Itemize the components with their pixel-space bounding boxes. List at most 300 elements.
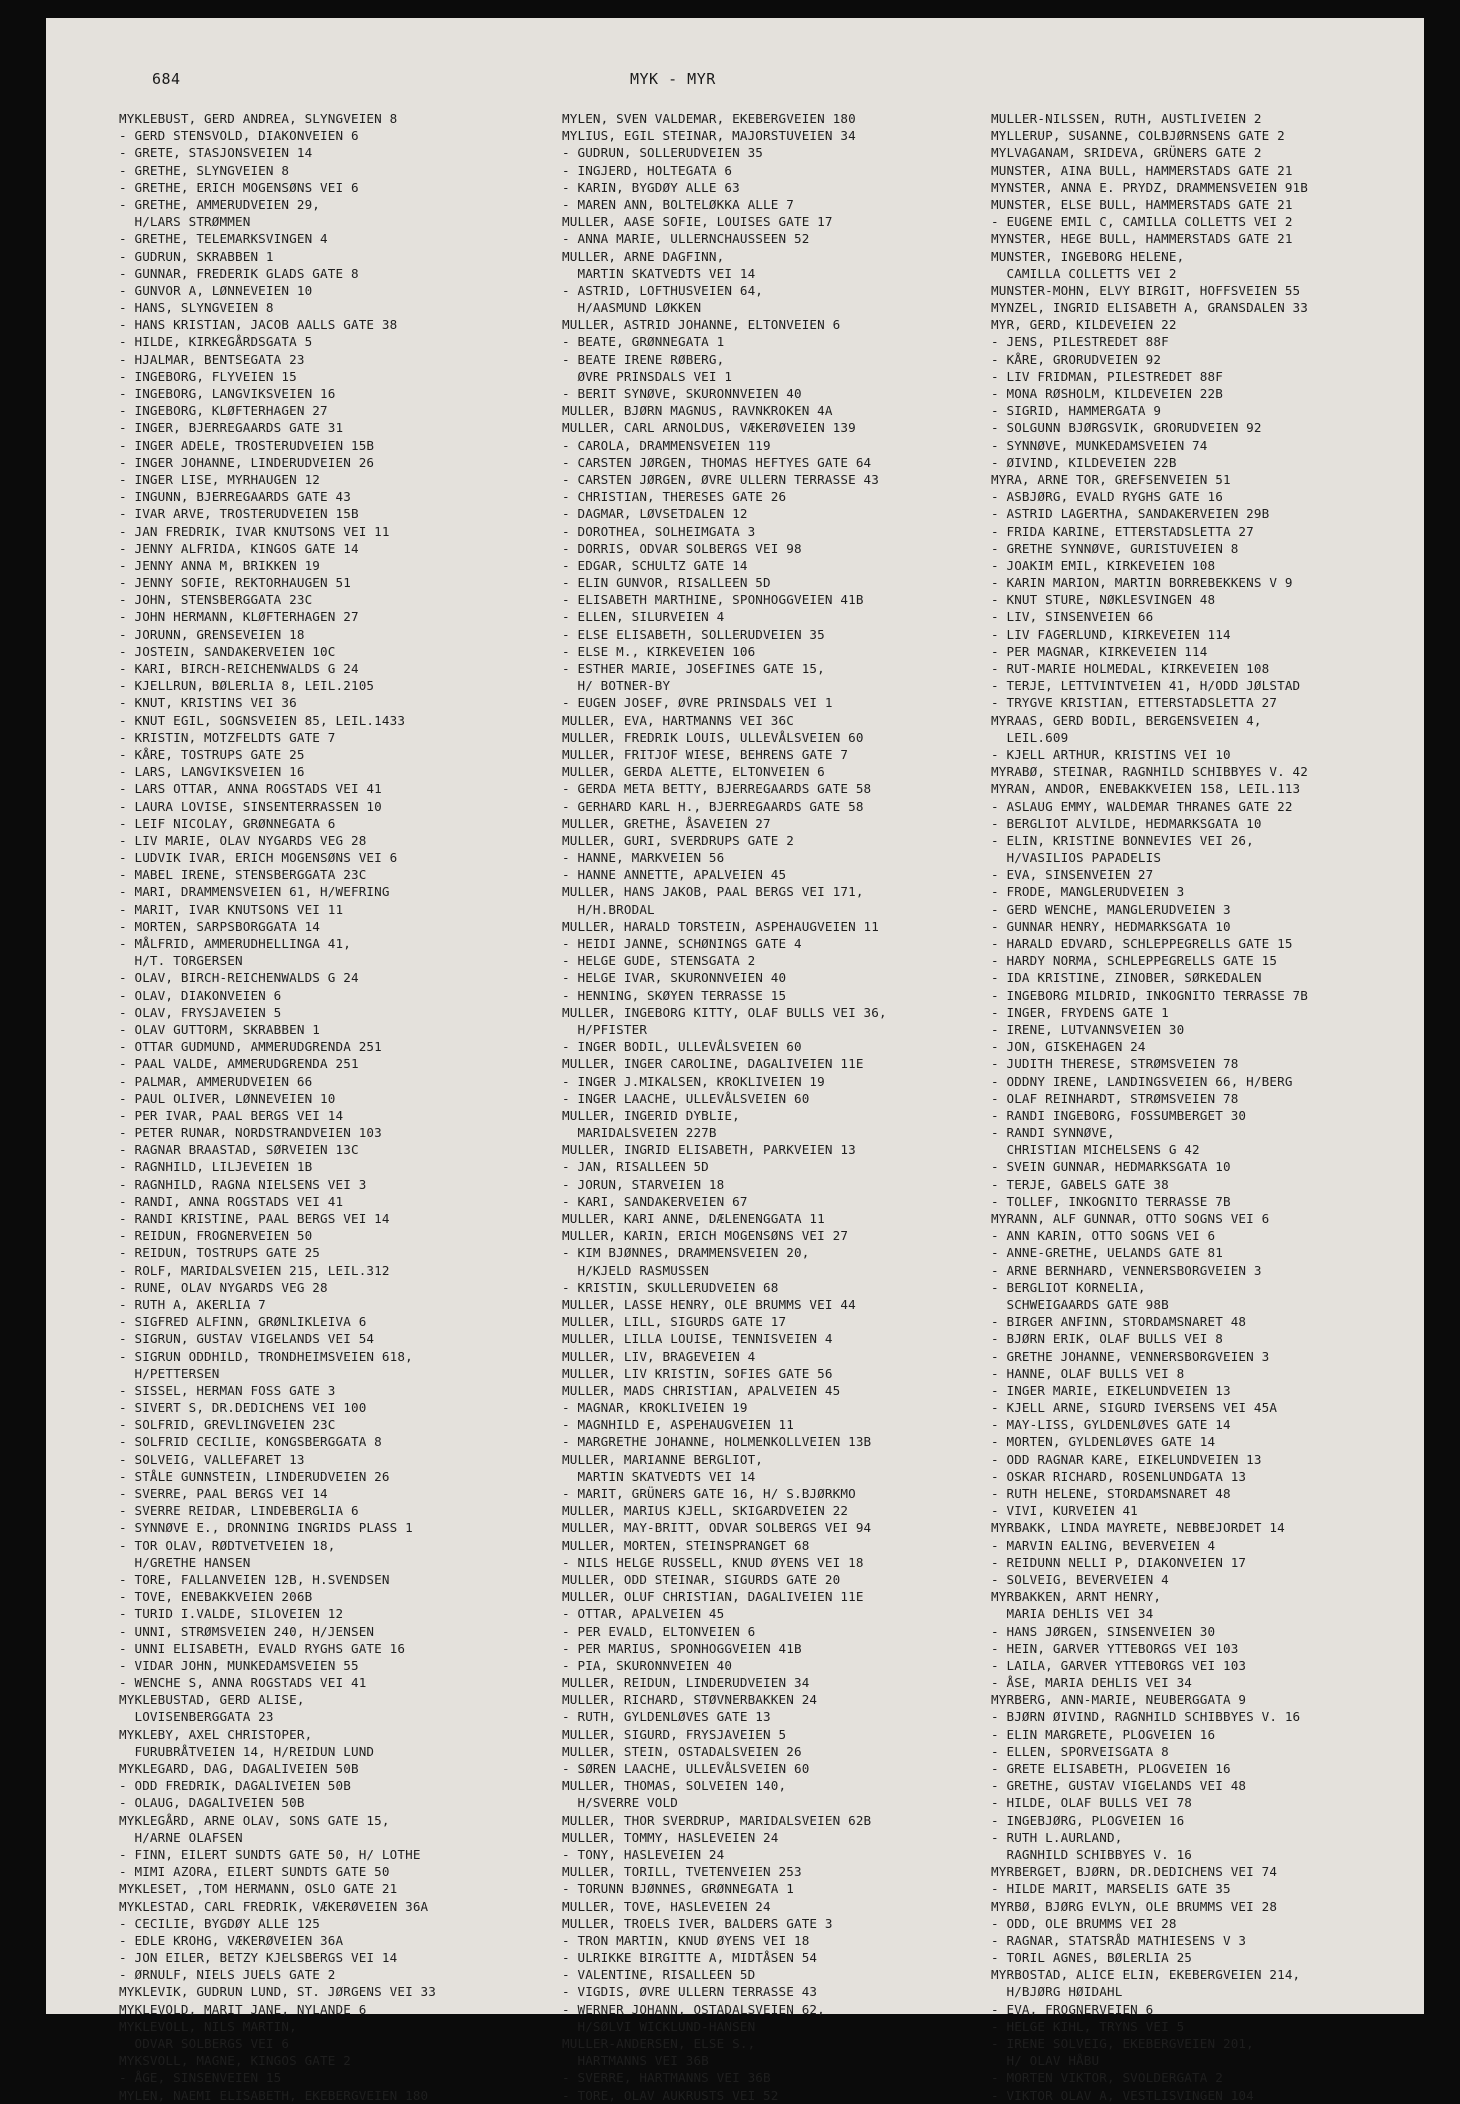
directory-entry: - KJELL ARTHUR, KRISTINS VEI 10: [991, 746, 1231, 762]
directory-entry: - REIDUN, TOSTRUPS GATE 25: [119, 1245, 321, 1261]
directory-entry: - WERNER JOHANN, OSTADALSVEIEN 62,: [562, 2001, 825, 2017]
directory-entry: MULLER, MAY-BRITT, ODVAR SOLBERGS VEI 94: [562, 1520, 872, 1536]
directory-entry: - RUTH L.AURLAND,: [991, 1829, 1123, 1845]
directory-entry: - GUDRUN, SOLLERUDVEIEN 35: [562, 145, 764, 161]
directory-entry: - GRETHE, SLYNGVEIEN 8: [119, 162, 290, 178]
black-edge-bar: [1424, 18, 1432, 2026]
directory-entry: - BIRGER ANFINN, STORDAMSNARET 48: [991, 1314, 1247, 1330]
directory-entry: MYKLEBY, AXEL CHRISTOPER,: [119, 1726, 313, 1742]
directory-entry: - JENNY SOFIE, REKTORHAUGEN 51: [119, 575, 351, 591]
directory-entry: MARTIN SKATVEDTS VEI 14: [562, 265, 756, 281]
directory-entry: - JOAKIM EMIL, KIRKEVEIEN 108: [991, 557, 1216, 573]
directory-entry: - RAGNHILD, RAGNA NIELSENS VEI 3: [119, 1176, 367, 1192]
directory-entry: - INGJERD, HOLTEGATA 6: [562, 162, 733, 178]
directory-entry: - MIMI AZORA, EILERT SUNDTS GATE 50: [119, 1864, 390, 1880]
directory-entry: - INGER J.MIKALSEN, KROKLIVEIEN 19: [562, 1073, 825, 1089]
directory-entry: ODVAR SOLBERGS VEI 6: [119, 2036, 290, 2051]
directory-entry: - ØRNULF, NIELS JUELS GATE 2: [119, 1967, 336, 1983]
directory-entry: - KNUT STURE, NØKLESVINGEN 48: [991, 592, 1216, 608]
directory-entry: - PETER RUNAR, NORDSTRANDVEIEN 103: [119, 1125, 382, 1141]
directory-entry: - ODD, OLE BRUMMS VEI 28: [991, 1915, 1177, 1931]
directory-entry: H/H.BRODAL: [562, 901, 655, 917]
directory-entry: - CHRISTIAN, THERESES GATE 26: [562, 489, 787, 505]
directory-entry: SCHWEIGAARDS GATE 98B: [991, 1296, 1169, 1312]
directory-entry: - INGER JOHANNE, LINDERUDVEIEN 26: [119, 454, 375, 470]
directory-entry: MULLER, ASTRID JOHANNE, ELTONVEIEN 6: [562, 317, 841, 333]
directory-entry: MULLER-NILSSEN, RUTH, AUSTLIVEIEN 2: [991, 111, 1262, 126]
page-number: 684: [152, 70, 181, 88]
directory-entry: - JUDITH THERESE, STRØMSVEIEN 78: [991, 1056, 1239, 1072]
directory-entry: - GRETHE, TELEMARKSVINGEN 4: [119, 231, 328, 247]
directory-entry: MULLER, FREDRIK LOUIS, ULLEVÅLSVEIEN 60: [562, 729, 864, 745]
directory-entry: - LARS OTTAR, ANNA ROGSTADS VEI 41: [119, 781, 382, 797]
directory-entry: - LAURA LOVISE, SINSENTERRASSEN 10: [119, 798, 382, 814]
directory-entry: MYRA, ARNE TOR, GREFSENVEIEN 51: [991, 471, 1231, 487]
directory-entry: MULLER, INGER CAROLINE, DAGALIVEIEN 11E: [562, 1056, 864, 1072]
directory-entry: - ODDNY IRENE, LANDINGSVEIEN 66, H/BERG: [991, 1073, 1293, 1089]
directory-entry: - PER EVALD, ELTONVEIEN 6: [562, 1623, 756, 1639]
directory-entry: - RAGNAR BRAASTAD, SØRVEIEN 13C: [119, 1142, 359, 1158]
directory-entry: - TORUNN BJØNNES, GRØNNEGATA 1: [562, 1881, 794, 1897]
directory-entry: - MARGRETHE JOHANNE, HOLMENKOLLVEIEN 13B: [562, 1434, 872, 1450]
directory-entry: - PER MARIUS, SPONHOGGVEIEN 41B: [562, 1640, 802, 1656]
directory-entry: H/PFISTER: [562, 1021, 648, 1037]
directory-entry: - OLAV GUTTORM, SKRABBEN 1: [119, 1021, 321, 1037]
directory-entry: - LARS, LANGVIKSVEIEN 16: [119, 764, 305, 780]
directory-entry: - KARIN, BYGDØY ALLE 63: [562, 179, 740, 195]
directory-entry: - REIDUNN NELLI P, DIAKONVEIEN 17: [991, 1554, 1247, 1570]
directory-entry: MULLER, KARI ANNE, DÆLENENGGATA 11: [562, 1211, 825, 1226]
directory-entry: - MARIT, IVAR KNUTSONS VEI 11: [119, 901, 344, 917]
directory-entry: H/KJELD RASMUSSEN: [562, 1262, 709, 1278]
directory-entry: - TOVE, ENEBAKKVEIEN 206B: [119, 1589, 313, 1605]
directory-entry: - OSKAR RICHARD, ROSENLUNDGATA 13: [991, 1468, 1247, 1484]
directory-entry: - KRISTIN, MOTZFELDTS GATE 7: [119, 729, 336, 745]
directory-entry: - HILDE, OLAF BULLS VEI 78: [991, 1795, 1193, 1811]
directory-entry: - ELIN, KRISTINE BONNEVIES VEI 26,: [991, 832, 1254, 848]
directory-entry: MYKSVOLL, MAGNE, KINGOS GATE 2: [119, 2053, 351, 2069]
directory-entry: MARTIN SKATVEDTS VEI 14: [562, 1468, 756, 1484]
directory-entry: - HELGE KIHL, TRYNS VEI 5: [991, 2018, 1185, 2034]
directory-entry: - INGEBORG, KLØFTERHAGEN 27: [119, 403, 328, 419]
directory-entry: - GUNNAR, FREDERIK GLADS GATE 8: [119, 265, 359, 281]
directory-entry: - MAGNAR, KROKLIVEIEN 19: [562, 1400, 748, 1416]
directory-entry: - SIGRUN, GUSTAV VIGELANDS VEI 54: [119, 1331, 375, 1347]
directory-entry: - UNNI, STRØMSVEIEN 240, H/JENSEN: [119, 1623, 375, 1639]
directory-entry: MYRANN, ALF GUNNAR, OTTO SOGNS VEI 6: [991, 1211, 1270, 1226]
directory-entry: - HENNING, SKØYEN TERRASSE 15: [562, 987, 787, 1003]
directory-entry: MULLER, MARIUS KJELL, SKIGARDVEIEN 22: [562, 1503, 849, 1519]
directory-entry: - RANDI, ANNA ROGSTADS VEI 41: [119, 1193, 344, 1209]
directory-entry: CAMILLA COLLETTS VEI 2: [991, 265, 1177, 281]
directory-entry: MUNSTER-MOHN, ELVY BIRGIT, HOFFSVEIEN 55: [991, 282, 1301, 298]
directory-entry: - BEATE IRENE RØBERG,: [562, 351, 725, 367]
directory-entry: - ÅGE, SINSENVEIEN 15: [119, 2070, 282, 2086]
directory-entry: - KJELLRUN, BØLERLIA 8, LEIL.2105: [119, 678, 375, 694]
directory-entry: - SVERRE, HARTMANNS VEI 36B: [562, 2070, 771, 2086]
directory-entry: H/VASILIOS PAPADELIS: [991, 850, 1162, 866]
directory-entry: - JON EILER, BETZY KJELSBERGS VEI 14: [119, 1950, 398, 1966]
directory-entry: - SOLVEIG, VALLEFARET 13: [119, 1451, 305, 1467]
directory-entry: - KIM BJØNNES, DRAMMENSVEIEN 20,: [562, 1245, 810, 1261]
directory-entry: - ULRIKKE BIRGITTE A, MIDTÅSEN 54: [562, 1950, 818, 1966]
directory-entry: - RUTH A, AKERLIA 7: [119, 1296, 266, 1312]
directory-entry: - ELIN GUNVOR, RISALLEEN 5D: [562, 575, 771, 591]
directory-entry: - INGEBJØRG, PLOGVEIEN 16: [991, 1812, 1185, 1828]
directory-entry: - TRON MARTIN, KNUD ØYENS VEI 18: [562, 1932, 810, 1948]
directory-entry: - KNUT, KRISTINS VEI 36: [119, 695, 297, 711]
directory-entry: - JOHN, STENSBERGGATA 23C: [119, 592, 313, 608]
directory-entry: - HANS, SLYNGVEIEN 8: [119, 300, 274, 316]
directory-entry: - INGER LISE, MYRHAUGEN 12: [119, 471, 321, 487]
directory-entry: MUNSTER, AINA BULL, HAMMERSTADS GATE 21: [991, 162, 1293, 178]
directory-entry: - ÅSE, MARIA DEHLIS VEI 34: [991, 1675, 1193, 1691]
directory-entry: MYKLEVIK, GUDRUN LUND, ST. JØRGENS VEI 33: [119, 1984, 437, 2000]
directory-entry: - GRETHE, ERICH MOGENSØNS VEI 6: [119, 179, 359, 195]
directory-entry: - JENNY ANNA M, BRIKKEN 19: [119, 557, 321, 573]
directory-entry: - GRETHE JOHANNE, VENNERSBORGVEIEN 3: [991, 1348, 1270, 1364]
directory-entry: - OLAV, FRYSJAVEIEN 5: [119, 1004, 282, 1020]
directory-entry: - ESTHER MARIE, JOSEFINES GATE 15,: [562, 661, 825, 676]
directory-entry: RAGNHILD SCHIBBYES V. 16: [991, 1846, 1193, 1862]
directory-entry: - MARVIN EALING, BEVERVEIEN 4: [991, 1537, 1216, 1553]
directory-entry: - DORRIS, ODVAR SOLBERGS VEI 98: [562, 540, 802, 556]
directory-entry: - TOR OLAV, RØDTVETVEIEN 18,: [119, 1537, 336, 1553]
directory-entry: H/T. TORGERSEN: [119, 953, 243, 969]
directory-entry: HARTMANNS VEI 36B: [562, 2053, 709, 2069]
directory-entry: - SISSEL, HERMAN FOSS GATE 3: [119, 1382, 336, 1398]
directory-entry: MARIA DEHLIS VEI 34: [991, 1606, 1154, 1622]
directory-entry: - BERGLIOT KORNELIA,: [991, 1279, 1146, 1295]
directory-entry: - HELGE IVAR, SKURONNVEIEN 40: [562, 970, 787, 986]
directory-entry: - INGUNN, BJERREGAARDS GATE 43: [119, 489, 351, 505]
directory-entry: H/SØLVI WICKLUND-HANSEN: [562, 2018, 756, 2034]
directory-entry: - LUDVIK IVAR, ERICH MOGENSØNS VEI 6: [119, 850, 398, 866]
directory-entry: - JAN FREDRIK, IVAR KNUTSONS VEI 11: [119, 523, 390, 539]
directory-entry: MULLER-ANDERSEN, ELSE S.,: [562, 2036, 756, 2051]
directory-entry: H/LARS STRØMMEN: [119, 214, 251, 230]
directory-entry: - JON, GISKEHAGEN 24: [991, 1039, 1146, 1055]
directory-entry: MULLER, TROELS IVER, BALDERS GATE 3: [562, 1915, 833, 1931]
directory-entry: MYKLESTAD, CARL FREDRIK, VÆKERØVEIEN 36A: [119, 1898, 429, 1914]
directory-entry: - KJELL ARNE, SIGURD IVERSENS VEI 45A: [991, 1400, 1278, 1416]
directory-entry: - LAILA, GARVER YTTEBORGS VEI 103: [991, 1657, 1247, 1673]
directory-entry: - ODD RAGNAR KARE, EIKELUNDVEIEN 13: [991, 1451, 1262, 1467]
directory-entry: - KÅRE, TOSTRUPS GATE 25: [119, 746, 305, 762]
directory-entry: - PER MAGNAR, KIRKEVEIEN 114: [991, 643, 1208, 659]
directory-entry: CHRISTIAN MICHELSENS G 42: [991, 1142, 1200, 1158]
directory-entry: - KÅRE, GRORUDVEIEN 92: [991, 351, 1162, 367]
directory-entry: - IRENE SOLVEIG, EKEBERGVEIEN 201,: [991, 2036, 1254, 2051]
directory-entry: - ASTRID, LOFTHUSVEIEN 64,: [562, 282, 764, 298]
directory-entry: - RUNE, OLAV NYGARDS VEG 28: [119, 1279, 328, 1295]
directory-entry: - INGEBORG, FLYVEIEN 15: [119, 368, 297, 384]
directory-entry: MYNSTER, HEGE BULL, HAMMERSTADS GATE 21: [991, 231, 1293, 247]
directory-entry: - MORTEN VIKTOR, SVOLDERGATA 2: [991, 2070, 1223, 2086]
directory-entry: - GRETHE, AMMERUDVEIEN 29,: [119, 196, 321, 212]
directory-entry: - TORE, FALLANVEIEN 12B, H.SVENDSEN: [119, 1571, 390, 1587]
directory-entry: - RANDI INGEBORG, FOSSUMBERGET 30: [991, 1107, 1247, 1123]
directory-entry: - KARIN MARION, MARTIN BORREBEKKENS V 9: [991, 575, 1293, 591]
directory-entry: - HJALMAR, BENTSEGATA 23: [119, 351, 305, 367]
directory-entry: - PIA, SKURONNVEIEN 40: [562, 1657, 733, 1673]
directory-entry: - RAGNAR, STATSRÅD MATHIESENS V 3: [991, 1932, 1247, 1948]
directory-entry: - PALMAR, AMMERUDVEIEN 66: [119, 1073, 313, 1089]
directory-entry: - PAAL VALDE, AMMERUDGRENDA 251: [119, 1056, 359, 1072]
directory-entry: MULLER, AASE SOFIE, LOUISES GATE 17: [562, 214, 833, 230]
directory-entry: MULLER, MARIANNE BERGLIOT,: [562, 1451, 764, 1467]
directory-entry: - MAY-LISS, GYLDENLØVES GATE 14: [991, 1417, 1231, 1433]
directory-entry: - SYNNØVE E., DRONNING INGRIDS PLASS 1: [119, 1520, 413, 1536]
directory-entry: - KARI, SANDAKERVEIEN 67: [562, 1193, 748, 1209]
directory-entry: MULLER, GERDA ALETTE, ELTONVEIEN 6: [562, 764, 825, 780]
directory-entry: MYKLEVOLD, MARIT JANE, NYLANDE 6: [119, 2001, 367, 2017]
directory-entry: - ANN KARIN, OTTO SOGNS VEI 6: [991, 1228, 1216, 1244]
directory-entry: - EDLE KROHG, VÆKERØVEIEN 36A: [119, 1932, 344, 1948]
directory-entry: MYRABØ, STEINAR, RAGNHILD SCHIBBYES V. 42: [991, 764, 1309, 780]
directory-entry: - SVEIN GUNNAR, HEDMARKSGATA 10: [991, 1159, 1231, 1175]
directory-entry: MULLER, REIDUN, LINDERUDVEIEN 34: [562, 1675, 810, 1691]
directory-entry: - LIV, SINSENVEIEN 66: [991, 609, 1154, 625]
directory-entry: H/ BOTNER-BY: [562, 678, 671, 694]
directory-entry: MULLER, INGRID ELISABETH, PARKVEIEN 13: [562, 1142, 856, 1158]
column-3: [991, 110, 1308, 2104]
directory-entry: - IDA KRISTINE, ZINOBER, SØRKEDALEN: [991, 970, 1262, 986]
directory-entry: MYNZEL, INGRID ELISABETH A, GRANSDALEN 33: [991, 300, 1309, 316]
directory-entry: - CARSTEN JØRGEN, THOMAS HEFTYES GATE 64: [562, 454, 872, 470]
directory-entry: - HILDE MARIT, MARSELIS GATE 35: [991, 1881, 1231, 1897]
directory-entry: - BERGLIOT ALVILDE, HEDMARKSGATA 10: [991, 815, 1262, 831]
directory-entry: - SYNNØVE, MUNKEDAMSVEIEN 74: [991, 437, 1208, 453]
directory-entry: - ELSE ELISABETH, SOLLERUDVEIEN 35: [562, 626, 825, 642]
directory-entry: - SØREN LAACHE, ULLEVÅLSVEIEN 60: [562, 1761, 810, 1776]
directory-entry: - EUGENE EMIL C, CAMILLA COLLETTS VEI 2: [991, 214, 1293, 230]
directory-entry: - OLAV, DIAKONVEIEN 6: [119, 987, 282, 1003]
directory-entry: MYLVAGANAM, SRIDEVA, GRÜNERS GATE 2: [991, 145, 1262, 161]
directory-entry: - IVAR ARVE, TROSTERUDVEIEN 15B: [119, 506, 359, 522]
directory-entry: MULLER, LIV, BRAGEVEIEN 4: [562, 1348, 756, 1364]
directory-entry: - ELLEN, SPORVEISGATA 8: [991, 1743, 1169, 1759]
directory-entry: - HANNE ANNETTE, APALVEIEN 45: [562, 867, 787, 883]
directory-entry: MULLER, GURI, SVERDRUPS GATE 2: [562, 832, 794, 848]
directory-entry: - SIVERT S, DR.DEDICHENS VEI 100: [119, 1400, 367, 1416]
directory-entry: - CARSTEN JØRGEN, ØVRE ULLERN TERRASSE 43: [562, 471, 880, 487]
directory-entry: - GERD STENSVOLD, DIAKONVEIEN 6: [119, 128, 359, 144]
directory-entry: - HILDE, KIRKEGÅRDSGATA 5: [119, 334, 313, 350]
directory-entry: - MÅLFRID, AMMERUDHELLINGA 41,: [119, 936, 351, 951]
directory-entry: - SVERRE, PAAL BERGS VEI 14: [119, 1486, 328, 1501]
directory-entry: - MORTEN, GYLDENLØVES GATE 14: [991, 1434, 1216, 1450]
directory-entry: MUNSTER, ELSE BULL, HAMMERSTADS GATE 21: [991, 196, 1293, 212]
directory-entry: - FRODE, MANGLERUDVEIEN 3: [991, 884, 1185, 900]
directory-entry: - GUDRUN, SKRABBEN 1: [119, 248, 274, 264]
directory-entry: - ELIN MARGRETE, PLOGVEIEN 16: [991, 1726, 1216, 1742]
directory-entry: - JAN, RISALLEEN 5D: [562, 1159, 709, 1175]
directory-entry: - ELLEN, SILURVEIEN 4: [562, 609, 725, 625]
directory-entry: - VIVI, KURVEIEN 41: [991, 1503, 1138, 1519]
directory-entry: - ASBJØRG, EVALD RYGHS GATE 16: [991, 489, 1223, 505]
directory-entry: MULLER, TORILL, TVETENVEIEN 253: [562, 1864, 802, 1880]
directory-entry: - INGEBORG MILDRID, INKOGNITO TERRASSE 7B: [991, 987, 1309, 1003]
directory-entry: - STÅLE GUNNSTEIN, LINDERUDVEIEN 26: [119, 1468, 390, 1484]
directory-entry: - SIGRID, HAMMERGATA 9: [991, 403, 1162, 419]
directory-entry: H/AASMUND LØKKEN: [562, 300, 702, 316]
directory-entry: MYRBAKKEN, ARNT HENRY,: [991, 1589, 1162, 1605]
directory-entry: - MARIT, GRÜNERS GATE 16, H/ S.BJØRKMO: [562, 1486, 856, 1501]
directory-entry: - INGER ADELE, TROSTERUDVEIEN 15B: [119, 437, 375, 453]
directory-entry: MYKLEGARD, DAG, DAGALIVEIEN 50B: [119, 1761, 359, 1776]
directory-entry: - GRETE, STASJONSVEIEN 14: [119, 145, 313, 161]
directory-entry: - BJØRN ØIVIND, RAGNHILD SCHIBBYES V. 16: [991, 1709, 1301, 1725]
directory-entry: - LIV FRIDMAN, PILESTREDET 88F: [991, 368, 1223, 384]
directory-entry: - EVA, SINSENVEIEN 27: [991, 867, 1154, 883]
directory-entry: MULLER, FRITJOF WIESE, BEHRENS GATE 7: [562, 746, 849, 762]
directory-entry: - DOROTHEA, SOLHEIMGATA 3: [562, 523, 756, 539]
directory-entry: - GRETHE SYNNØVE, GURISTUVEIEN 8: [991, 540, 1239, 556]
directory-entry: - INGEBORG, LANGVIKSVEIEN 16: [119, 386, 336, 401]
directory-entry: MULLER, OLUF CHRISTIAN, DAGALIVEIEN 11E: [562, 1589, 864, 1605]
directory-entry: - TORE, OLAV AUKRUSTS VEI 52: [562, 2087, 779, 2103]
directory-entry: - OTTAR GUDMUND, AMMERUDGRENDA 251: [119, 1039, 382, 1055]
directory-entry: - JORUNN, GRENSEVEIEN 18: [119, 626, 305, 642]
directory-entry: - FINN, EILERT SUNDTS GATE 50, H/ LOTHE: [119, 1846, 421, 1862]
directory-entry: - NILS HELGE RUSSELL, KNUD ØYENS VEI 18: [562, 1554, 864, 1570]
directory-entry: - JOSTEIN, SANDAKERVEIEN 10C: [119, 643, 336, 659]
directory-entry: - PER IVAR, PAAL BERGS VEI 14: [119, 1107, 344, 1123]
directory-entry: - OLAF REINHARDT, STRØMSVEIEN 78: [991, 1090, 1239, 1106]
directory-entry: H/BJØRG HØIDAHL: [991, 1984, 1123, 2000]
directory-entry: - LIV MARIE, OLAV NYGARDS VEG 28: [119, 832, 367, 848]
directory-entry: MULLER, ODD STEINAR, SIGURDS GATE 20: [562, 1571, 841, 1587]
directory-entry: MULLER, TOVE, HASLEVEIEN 24: [562, 1898, 771, 1914]
directory-entry: - INGER BODIL, ULLEVÅLSVEIEN 60: [562, 1039, 802, 1055]
directory-entry: MULLER, LIV KRISTIN, SOFIES GATE 56: [562, 1365, 833, 1381]
directory-entry: - TERJE, GABELS GATE 38: [991, 1176, 1169, 1192]
directory-entry: - GUNVOR A, LØNNEVEIEN 10: [119, 282, 313, 298]
directory-entry: - ELSE M., KIRKEVEIEN 106: [562, 643, 756, 659]
directory-entry: MYRAAS, GERD BODIL, BERGENSVEIEN 4,: [991, 712, 1262, 728]
directory-entry: - WENCHE S, ANNA ROGSTADS VEI 41: [119, 1675, 367, 1691]
directory-entry: H/ OLAV HÅBU: [991, 2053, 1100, 2069]
directory-entry: - RANDI KRISTINE, PAAL BERGS VEI 14: [119, 1211, 390, 1226]
directory-entry: - SOLVEIG, BEVERVEIEN 4: [991, 1571, 1169, 1587]
directory-entry: - KARI, BIRCH-REICHENWALDS G 24: [119, 661, 359, 676]
directory-entry: - BJØRN ERIK, OLAF BULLS VEI 8: [991, 1331, 1223, 1347]
directory-entry: - JENNY ALFRIDA, KINGOS GATE 14: [119, 540, 359, 556]
directory-entry: - PAUL OLIVER, LØNNEVEIEN 10: [119, 1090, 336, 1106]
directory-entry: MULLER, RICHARD, STØVNERBAKKEN 24: [562, 1692, 818, 1708]
directory-entry: - RANDI SYNNØVE,: [991, 1125, 1115, 1141]
directory-entry: - TRYGVE KRISTIAN, ETTERSTADSLETTA 27: [991, 695, 1278, 711]
directory-entry: - CAROLA, DRAMMENSVEIEN 119: [562, 437, 771, 453]
directory-entry: MYR, GERD, KILDEVEIEN 22: [991, 317, 1177, 333]
directory-entry: - TERJE, LETTVINTVEIEN 41, H/ODD JØLSTAD: [991, 678, 1301, 694]
directory-entry: H/ARNE OLAFSEN: [119, 1829, 243, 1845]
directory-entry: - HANS JØRGEN, SINSENVEIEN 30: [991, 1623, 1216, 1639]
directory-entry: MULLER, INGERID DYBLIE,: [562, 1107, 740, 1123]
directory-entry: MULLER, HANS JAKOB, PAAL BERGS VEI 171,: [562, 884, 864, 900]
directory-entry: - ODD FREDRIK, DAGALIVEIEN 50B: [119, 1778, 351, 1794]
directory-entry: - VIDAR JOHN, MUNKEDAMSVEIEN 55: [119, 1657, 359, 1673]
directory-entry: - UNNI ELISABETH, EVALD RYGHS GATE 16: [119, 1640, 406, 1656]
directory-entry: - HANS KRISTIAN, JACOB AALLS GATE 38: [119, 317, 398, 333]
directory-entry: - JORUN, STARVEIEN 18: [562, 1176, 725, 1192]
column-2: [562, 110, 887, 2104]
directory-entry: - MARI, DRAMMENSVEIEN 61, H/WEFRING: [119, 884, 390, 900]
directory-entry: - MABEL IRENE, STENSBERGGATA 23C: [119, 867, 367, 883]
directory-entry: MULLER, LILL, SIGURDS GATE 17: [562, 1314, 787, 1330]
directory-entry: - BERIT SYNØVE, SKURONNVEIEN 40: [562, 386, 802, 401]
directory-entry: - GRETE ELISABETH, PLOGVEIEN 16: [991, 1761, 1231, 1776]
directory-entry: - SIGRUN ODDHILD, TRONDHEIMSVEIEN 618,: [119, 1348, 413, 1364]
directory-entry: - INGER LAACHE, ULLEVÅLSVEIEN 60: [562, 1090, 810, 1106]
directory-entry: H/PETTERSEN: [119, 1365, 220, 1381]
directory-entry: MULLER, HARALD TORSTEIN, ASPEHAUGVEIEN 11: [562, 918, 880, 934]
directory-entry: - MAGNHILD E, ASPEHAUGVEIEN 11: [562, 1417, 794, 1433]
directory-entry: H/SVERRE VOLD: [562, 1795, 678, 1811]
directory-entry: MULLER, KARIN, ERICH MOGENSØNS VEI 27: [562, 1228, 849, 1244]
directory-entry: MULLER, INGEBORG KITTY, OLAF BULLS VEI 36,: [562, 1004, 887, 1020]
directory-entry: - GERDA META BETTY, BJERREGAARDS GATE 58: [562, 781, 872, 797]
directory-entry: - EDGAR, SCHULTZ GATE 14: [562, 557, 748, 573]
directory-entry: - MAREN ANN, BOLTELØKKA ALLE 7: [562, 196, 794, 212]
directory-entry: MULLER, ARNE DAGFINN,: [562, 248, 725, 264]
directory-entry: - JENS, PILESTREDET 88F: [991, 334, 1169, 350]
directory-entry: MYRBOSTAD, ALICE ELIN, EKEBERGVEIEN 214,: [991, 1967, 1301, 1983]
directory-entry: - SOLGUNN BJØRGSVIK, GRORUDVEIEN 92: [991, 420, 1262, 436]
directory-entry: - ARNE BERNHARD, VENNERSBORGVEIEN 3: [991, 1262, 1262, 1278]
directory-entry: H/GRETHE HANSEN: [119, 1554, 251, 1570]
directory-entry: MYKLEBUST, GERD ANDREA, SLYNGVEIEN 8: [119, 111, 398, 126]
directory-entry: MYNSTER, ANNA E. PRYDZ, DRAMMENSVEIEN 91B: [991, 179, 1309, 195]
directory-entry: MYKLEBUSTAD, GERD ALISE,: [119, 1692, 305, 1708]
directory-entry: MULLER, CARL ARNOLDUS, VÆKERØVEIEN 139: [562, 420, 856, 436]
directory-entry: - GERHARD KARL H., BJERREGAARDS GATE 58: [562, 798, 864, 814]
directory-entry: - LIV FAGERLUND, KIRKEVEIEN 114: [991, 626, 1231, 642]
directory-entry: - KNUT EGIL, SOGNSVEIEN 85, LEIL.1433: [119, 712, 406, 728]
directory-entry: MULLER, LASSE HENRY, OLE BRUMMS VEI 44: [562, 1296, 856, 1312]
directory-entry: - BEATE, GRØNNEGATA 1: [562, 334, 725, 350]
directory-entry: - SOLFRID, GREVLINGVEIEN 23C: [119, 1417, 336, 1433]
directory-entry: - ØIVIND, KILDEVEIEN 22B: [991, 454, 1177, 470]
directory-entry: - IRENE, LUTVANNSVEIEN 30: [991, 1021, 1185, 1037]
directory-entry: MULLER, LILLA LOUISE, TENNISVEIEN 4: [562, 1331, 833, 1347]
directory-entry: - MONA RØSHOLM, KILDEVEIEN 22B: [991, 386, 1223, 401]
directory-entry: MULLER, GRETHE, ÅSAVEIEN 27: [562, 815, 771, 831]
directory-entry: LEIL.609: [991, 729, 1069, 745]
directory-entry: - TOLLEF, INKOGNITO TERRASSE 7B: [991, 1193, 1231, 1209]
directory-entry: - TORIL AGNES, BØLERLIA 25: [991, 1950, 1193, 1966]
directory-entry: MUNSTER, INGEBORG HELENE,: [991, 248, 1185, 264]
black-binding-bar: [22, 18, 46, 2026]
directory-entry: - CECILIE, BYGDØY ALLE 125: [119, 1915, 321, 1931]
directory-entry: - GUNNAR HENRY, HEDMARKSGATA 10: [991, 918, 1231, 934]
directory-entry: MULLER, BJØRN MAGNUS, RAVNKROKEN 4A: [562, 403, 833, 419]
directory-entry: - RUTH HELENE, STORDAMSNARET 48: [991, 1486, 1231, 1501]
directory-entry: - FRIDA KARINE, ETTERSTADSLETTA 27: [991, 523, 1254, 539]
directory-entry: - SOLFRID CECILIE, KONGSBERGGATA 8: [119, 1434, 382, 1450]
directory-entry: - OLAUG, DAGALIVEIEN 50B: [119, 1795, 305, 1811]
directory-entry: - EUGEN JOSEF, ØVRE PRINSDALS VEI 1: [562, 695, 833, 711]
directory-entry: - JOHN HERMANN, KLØFTERHAGEN 27: [119, 609, 359, 625]
directory-entry: - GRETHE, GUSTAV VIGELANDS VEI 48: [991, 1778, 1247, 1794]
directory-entry: - MORTEN, SARPSBORGGATA 14: [119, 918, 321, 934]
directory-entry: - SVERRE REIDAR, LINDEBERGLIA 6: [119, 1503, 359, 1519]
directory-entry: MULLER, THOMAS, SOLVEIEN 140,: [562, 1778, 787, 1794]
directory-entry: - VIKTOR OLAV A, VESTLISVINGEN 104: [991, 2087, 1254, 2103]
directory-entry: MYLEN, SVEN VALDEMAR, EKEBERGVEIEN 180: [562, 111, 856, 126]
directory-entry: - SIGFRED ALFINN, GRØNLIKLEIVA 6: [119, 1314, 367, 1330]
